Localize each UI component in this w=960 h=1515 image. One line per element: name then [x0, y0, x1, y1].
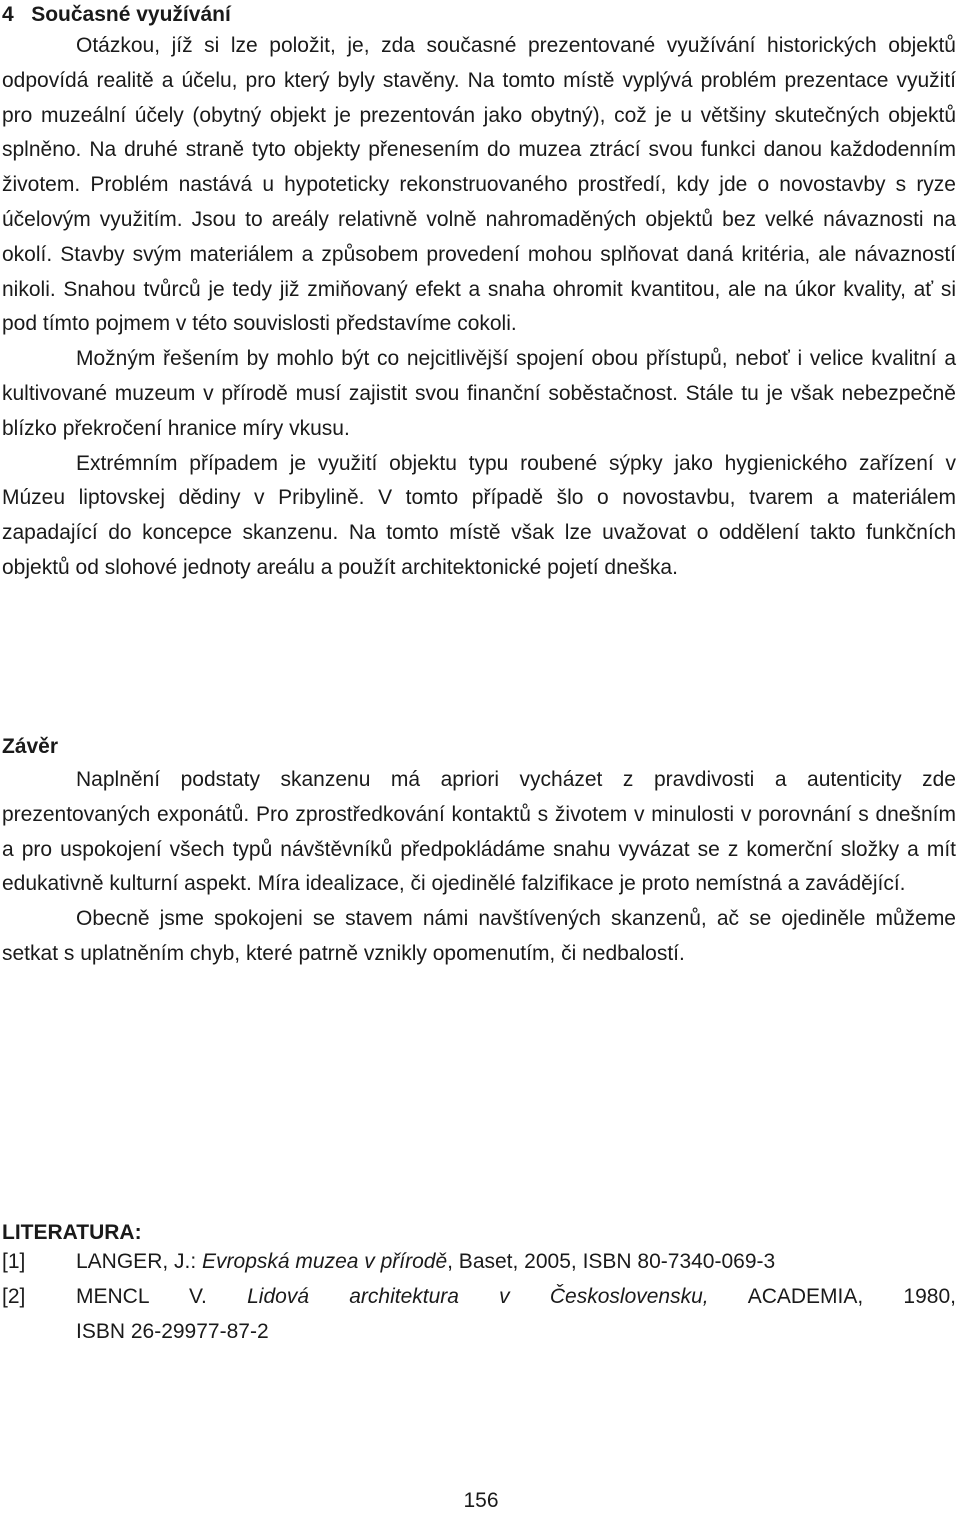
section-body: [2, 29, 956, 586]
reference-title: Evropská muzea v přírodě: [202, 1250, 448, 1273]
section-number: 4: [2, 3, 14, 26]
reference-number: [1]: [2, 1250, 26, 1273]
body-paragraph: Naplnění podstaty skanzenu má apriori vycházet z pravdivosti a autenticity zde prezentovaných exponátů. Pro zprostředkování kontaktů s životem v minulosti v porovnání s dnešním a pro uspokojení všech typů návštěvníků předpokládáme snahu vyvázat se z komerční složky a mít edukativně kulturní aspekt. Míra idealizace, či ojedinělé falzifikace je proto nemístná a zavádějící.: [2, 768, 956, 896]
body-paragraph: Extrémním případem je využití objektu typu roubené sýpky jako hygienického zařízení v Múzeu liptovskej dědiny v Pribylině. V tomto případě šlo o novostavbu, tvarem a materiálem zapadající do koncepce skanzenu. Na tomto místě však lze uvažovat o oddělení takto funkčních objektů od slohové jednoty areálu a použít architektonické pojetí dneška.: [2, 451, 956, 579]
body-paragraph: Možným řešením by mohlo být co nejcitlivější spojení obou přístupů, neboť i velice kvalitní a kultivované muzeum v přírodě musí zajistit svou finanční soběstačnost. Stále tu je však nebezpečně blízko překročení hranice míry vkusu.: [2, 347, 956, 440]
body-paragraph: Obecně jsme spokojeni se stavem námi navštívených skanzenů, ač se ojediněle můžeme setkat s uplatněním chyb, které patrně vznikly opomenutím, či nedbalostí.: [2, 907, 956, 965]
section-title: Současné využívání: [31, 3, 231, 26]
reference-continuation: ISBN 26-29977-87-2: [76, 1320, 269, 1343]
reference-text: [76, 1244, 956, 1279]
reference-publication: , Baset, 2005, ISBN 80-7340-069-3: [447, 1250, 776, 1273]
reference-title: Lidová architektura v Československu,: [247, 1285, 709, 1308]
reference-list: [2, 1244, 956, 1349]
reference-item: [2, 1279, 956, 1314]
reference-author: LANGER, J.:: [76, 1250, 203, 1273]
conclusion-body: [2, 763, 956, 972]
reference-text: [76, 1279, 956, 1314]
reference-item: [2, 1244, 956, 1279]
reference-number: [2]: [2, 1285, 26, 1308]
reference-author: MENCL V.: [76, 1285, 248, 1308]
conclusion-heading: Závěr: [2, 735, 59, 758]
page-number: 156: [463, 1489, 499, 1512]
reference-publication: ACADEMIA, 1980,: [708, 1285, 956, 1308]
literature-heading: LITERATURA:: [2, 1221, 142, 1244]
section-heading: [2, 0, 231, 30]
body-paragraph: Otázkou, jíž si lze položit, je, zda současné prezentované využívání historických objektů odpovídá realitě a účelu, pro který byly stavěny. Na tomto místě vyplývá problém prezentace využití pro muzeální účely (obytný objekt je prezentován jako obytný), což je u většiny skutečných objektů splněno. Na druhé straně tyto objekty přenesením do muzea ztrácí svou funkci danou každodenním životem. Problém nastává u hypoteticky rekonstruovaného prostředí, kdy jde o novostavby s ryze účelovým využitím. Jsou to areály relativně volně nahromaděných objektů bez velké návaznosti na okolí. Stavby svým materiálem a způsobem provedení mohou splňovat daná kritéria, ale návazností nikoli. Snahou tvůrců je tedy již zmiňovaný efekt a snaha ohromit kvantitou, ale na úkor kvality, ať si pod tímto pojmem v této souvislosti představíme cokoli.: [2, 34, 956, 336]
